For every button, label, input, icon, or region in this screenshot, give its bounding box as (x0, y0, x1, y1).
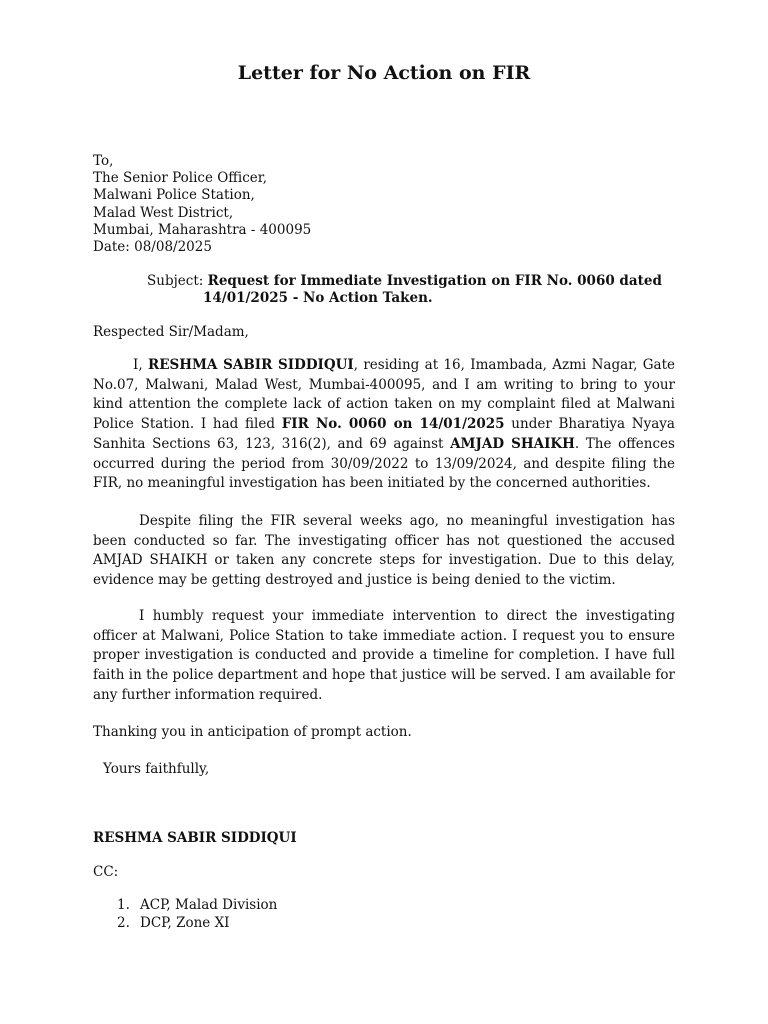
text-run: under Bharatiya Nyaya Sanhita Sections 63, 123, 316(2), and 69 against (93, 416, 675, 452)
cc-item-number: 2. (117, 914, 130, 931)
cc-item-number: 1. (117, 897, 130, 913)
text-run: . The offences occurred during the period from 30/09/2022 to 13/09/2024, and despite filing the FIR, no meaningful investigation has been initiated by the concerned authorities. (93, 435, 675, 492)
body-paragraph-1 (93, 356, 675, 494)
subject-block (147, 273, 667, 307)
cc-label: CC: (93, 864, 119, 880)
recipient-address (93, 153, 311, 256)
closing-line: Yours faithfully, (103, 761, 210, 777)
complainant-name: RESHMA SABIR SIDDIQUI (147, 357, 354, 373)
fir-reference: FIR No. 0060 on 14/01/2025 (281, 416, 505, 433)
cc-list-item (117, 897, 277, 915)
thanks-line: Thanking you in anticipation of prompt action. (93, 724, 412, 740)
body-paragraph-2: Despite filing the FIR several weeks ago, no meaningful investigation has been conducted so far. The investigating officer has not questioned the accused AMJAD SHAIKH or taken any concrete steps for investigation. Due to this delay, evidence may be getting destroyed and justice is being denied to the victim. (93, 513, 675, 589)
letter-date: Date: 08/08/2025 (93, 239, 212, 256)
accused-name: AMJAD SHAIKH (450, 435, 575, 452)
document-title: Letter for No Action on FIR (237, 62, 531, 84)
address-line: Malad West District, (93, 204, 234, 221)
subject-text: Request for Immediate Investigation on FIR No. 0060 dated (207, 273, 662, 289)
signer-name: RESHMA SABIR SIDDIQUI (93, 830, 297, 846)
text-run: , residing at 16, Imambada, Azmi Nagar, Gate No.07, Malwani, Malad West, Mumbai-400095, and I am writing to bring to your kind attention the complete lack of action taken on my complaint filed at Malwani Police Station. I had filed (93, 357, 675, 433)
cc-list-item (117, 915, 277, 933)
subject-text-continued: 14/01/2025 - No Action Taken. (203, 290, 433, 307)
address-line: Malwani Police Station, (93, 187, 255, 204)
salutation: Respected Sir/Madam, (93, 324, 249, 340)
address-line: The Senior Police Officer, (93, 170, 268, 187)
body-paragraph-3: I humbly request your immediate intervention to direct the investigating officer at Malwani, Police Station to take immediate action. I request you to ensure proper investigation is conducted and provide a timeline for completion. I have full faith in the police department and hope that justice will be served. I am available for any further information required. (93, 608, 675, 703)
address-line: Mumbai, Maharashtra - 400095 (93, 221, 312, 238)
address-to: To, (93, 153, 114, 169)
cc-item-text: DCP, Zone XI (140, 914, 230, 931)
cc-list (117, 897, 277, 932)
text-run: I, (133, 357, 148, 373)
subject-label: Subject: (147, 273, 208, 289)
cc-item-text: ACP, Malad Division (140, 897, 278, 913)
